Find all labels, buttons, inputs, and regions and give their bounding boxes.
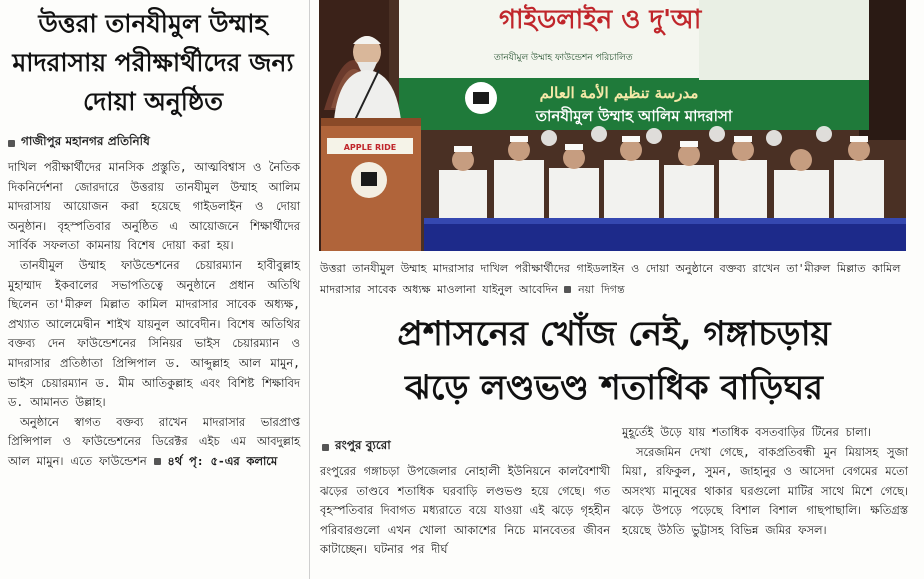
paragraph (8, 413, 300, 472)
article-body (8, 158, 300, 472)
bullet-icon (322, 444, 329, 451)
article2-column-1 (320, 462, 610, 560)
article-left (0, 0, 306, 579)
byline-text: রংপুর ব্যুরো (335, 438, 391, 452)
column-divider (309, 0, 310, 579)
article2-column-2 (622, 423, 908, 541)
paragraph: দাখিল পরীক্ষার্থীদের মানসিক প্রস্তুতি, আত্মবিশ্বাস ও নৈতিক দিকনির্দেশনা জোরদারে উত্তরায় তানযীমুল উম্মাহ আলিম মাদরাসায় আয়োজন করা হয়েছে গাইডলাইন ও দোয়া অনুষ্ঠান। বৃহস্পতিবার অনুষ্ঠিত এ আয়োজনে শিক্ষার্থীদের সার্বিক সফলতা কামনায় বিশেষ দোয়া করা হয়। (8, 160, 300, 253)
bullet-icon (564, 286, 571, 293)
caption-source: নয়া দিগন্ত (578, 283, 625, 296)
byline-text: গাজীপুর মহানগর প্রতিনিধি (21, 134, 150, 148)
article-headline: উত্তরা তানযীমুল উম্মাহ মাদরাসায় পরীক্ষার্থীদের জন্য দোয়া অনুষ্ঠিত (12, 9, 294, 116)
banner-title: গাইডলাইন ও দু'আ (499, 5, 702, 35)
article2-byline (322, 437, 391, 457)
banner-subtitle: তানযীমুল উম্মাহ ফাউন্ডেশন পরিচালিত (494, 53, 633, 63)
article-byline (8, 133, 150, 153)
headline-line: প্রশাসনের খোঁজ নেই, গঙ্গাচড়ায় (397, 314, 831, 354)
bullet-icon (154, 458, 161, 465)
paragraph: সরেজমিন দেখা গেছে, বাকপ্রতিবন্ধী মুন মিয়াসহ সুজা মিয়া, রফিকুল, সুমন, জাহানুর ও আসেদা বেগমের মতো অসংখ্য মানুষের থাকার ঘরগুলো মাটির সাথে মিশে গেছে। ঝড়ে উপড়ে পড়েছে বিশাল বিশাল গাছপাছালি। ক্ষতিগ্রস্ত হয়েছে উঠতি ভুট্টাসহ বিভিন্ন জমির ফসল। (622, 444, 908, 537)
continued-note: ৪র্থ পৃ: ৫-এর কলামে (167, 453, 278, 468)
photo-illustration (319, 0, 906, 251)
paragraph: রংপুরের গঙ্গাচড়া উপজেলার নোহালী ইউনিয়নে কালবৈশাখী ঝড়ের তাণ্ডবে শতাধিক ঘরবাড়ি লণ্ডভণ্ড হয়ে গেছে। গত বৃহস্পতিবার দিবাগত মধ্যরাতে বয়ে যাওয়া এই ঝড়ে গৃহহীন পরিবারগুলো এখন খোলা আকাশের নিচে মানবেতর জীবন কাটাচ্ছেন। ঘটনার পর দীর্ঘ (320, 464, 610, 557)
article-headline-2 (316, 307, 912, 415)
photo-caption (320, 258, 906, 300)
bullet-icon (8, 140, 15, 147)
caption-text: উত্তরা তানযীমুল উম্মাহ মাদরাসার দাখিল পরীক্ষার্থীদের গাইডলাইন ও দোয়া অনুষ্ঠানে বক্তব্য রাখেন তা'মীরুল মিল্লাত কামিল মাদরাসার সাবেক অধ্যক্ষ মাওলানা যাইনুল আবেদিন (320, 262, 901, 296)
podium-sign: APPLE RIDE (343, 143, 397, 152)
headline-line: ঝড়ে লণ্ডভণ্ড শতাধিক বাড়িঘর (404, 368, 824, 408)
paragraph-text: অনুষ্ঠানে স্বাগত বক্তব্য রাখেন মাদরাসার ভারপ্রাপ্ত প্রিন্সিপাল ও ফাউন্ডেশনের ডিরেক্টর এইচ এম আবদুল্লাহ আল মামুন। এতে ফাউন্ডেশন (8, 414, 300, 468)
paragraph: তানযীমুল উম্মাহ ফাউন্ডেশনের চেয়ারম্যান হাবীবুল্লাহ মুহাম্মাদ ইকবালের সভাপতিত্বে অনুষ্ঠানে প্রধান অতিথি ছিলেন তা'মীরুল মিল্লাত কামিল মাদরাসার সাবেক অধ্যক্ষ, প্রখ্যাত আলেমেদ্বীন শাইখ যায়নুল আবেদীন। বিশেষ অতিথির বক্তব্য দেন ফাউন্ডেশনের সিনিয়র ভাইস চেয়ারম্যান ও মাদরাসার প্রতিষ্ঠাতা প্রিন্সিপাল ড. আব্দুল্লাহ আল মামুন, ভাইস চেয়ারম্যান ড. মীম আতিকুল্লাহ এবং বিশিষ্ট শিক্ষাবিদ ড. আমানত উল্লাহ। (8, 257, 300, 410)
paragraph: মুহূর্তেই উড়ে যায় শতাধিক বসতবাড়ির টিনের চালা। (622, 425, 871, 439)
news-photo (319, 0, 906, 251)
banner-school: তানযীমুল উম্মাহ আলিম মাদরাসা (535, 107, 733, 125)
banner-arabic: مدرسة تنظيم الأمة العالم (539, 84, 699, 102)
